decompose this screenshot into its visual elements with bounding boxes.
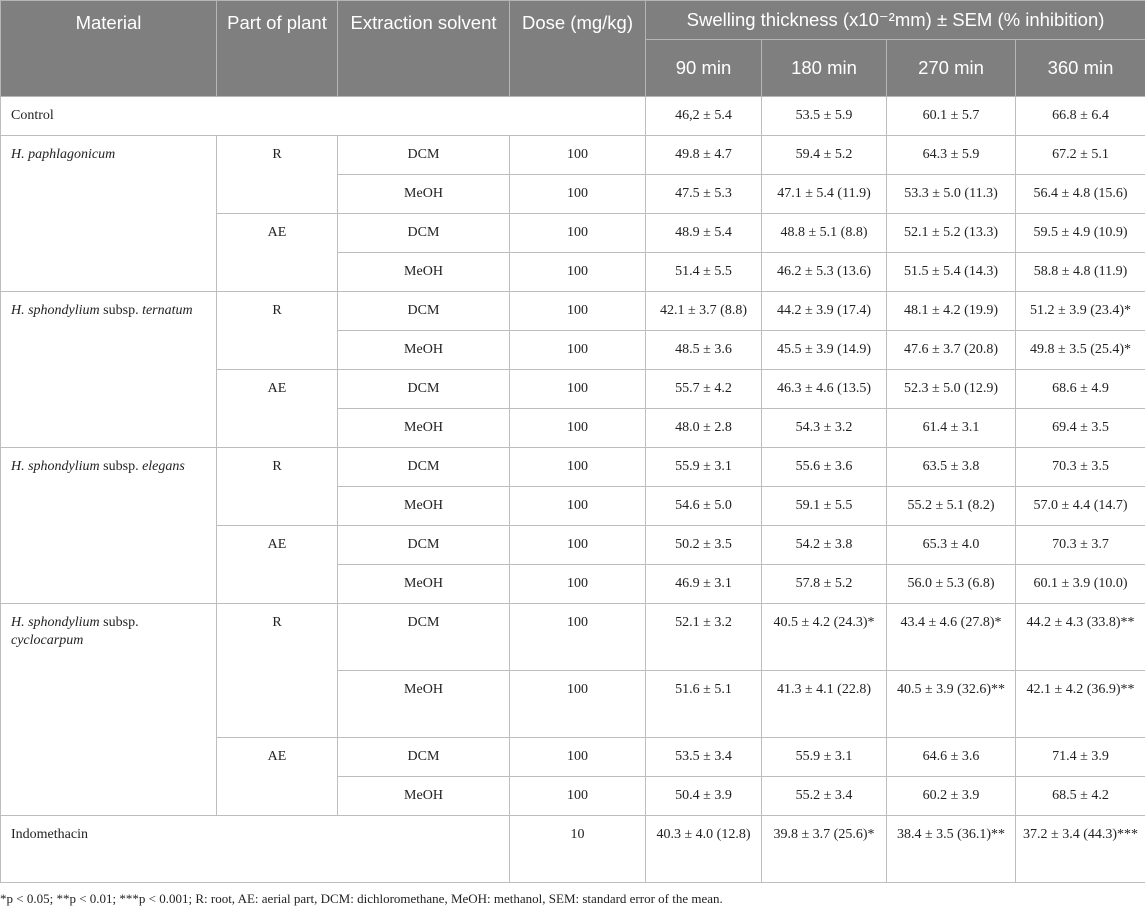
value-cell: 59.4 ± 5.2 bbox=[762, 136, 887, 175]
value-cell: 44.2 ± 4.3 (33.8)** bbox=[1016, 604, 1145, 671]
value-cell: 48.5 ± 3.6 bbox=[646, 331, 762, 370]
value-cell: 51.5 ± 5.4 (14.3) bbox=[887, 253, 1016, 292]
value-cell: 40.5 ± 4.2 (24.3)* bbox=[762, 604, 887, 671]
indomethacin-body bbox=[1, 816, 1145, 883]
value-cell: 60.1 ± 3.9 (10.0) bbox=[1016, 565, 1145, 604]
material-name-subspecies: ternatum bbox=[142, 303, 193, 318]
solvent-cell: DCM bbox=[338, 292, 510, 331]
solvent-cell: DCM bbox=[338, 214, 510, 253]
value-cell: 51.6 ± 5.1 bbox=[646, 671, 762, 738]
dose-cell: 100 bbox=[510, 331, 646, 370]
dose-cell: 100 bbox=[510, 370, 646, 409]
value-cell: 46.3 ± 4.6 (13.5) bbox=[762, 370, 887, 409]
value-cell: 55.2 ± 3.4 bbox=[762, 777, 887, 816]
dose-cell: 100 bbox=[510, 253, 646, 292]
part-of-plant-cell: R bbox=[217, 604, 338, 738]
control-label: Control bbox=[1, 97, 646, 136]
value-cell: 65.3 ± 4.0 bbox=[887, 526, 1016, 565]
material-cell bbox=[1, 448, 217, 604]
value-cell: 48.0 ± 2.8 bbox=[646, 409, 762, 448]
value-cell: 55.9 ± 3.1 bbox=[646, 448, 762, 487]
table-body bbox=[1, 97, 1145, 816]
value-cell: 43.4 ± 4.6 (27.8)* bbox=[887, 604, 1016, 671]
solvent-cell: MeOH bbox=[338, 565, 510, 604]
control-row bbox=[1, 97, 1145, 136]
dose-cell: 100 bbox=[510, 604, 646, 671]
solvent-cell: MeOH bbox=[338, 253, 510, 292]
value-cell: 70.3 ± 3.7 bbox=[1016, 526, 1145, 565]
solvent-cell: MeOH bbox=[338, 175, 510, 214]
value-cell: 49.8 ± 3.5 (25.4)* bbox=[1016, 331, 1145, 370]
value-cell: 52.1 ± 5.2 (13.3) bbox=[887, 214, 1016, 253]
solvent-cell: DCM bbox=[338, 448, 510, 487]
header-extraction-solvent: Extraction solvent bbox=[338, 1, 510, 97]
value-cell: 41.3 ± 4.1 (22.8) bbox=[762, 671, 887, 738]
value-cell: 54.2 ± 3.8 bbox=[762, 526, 887, 565]
header-material: Material bbox=[1, 1, 217, 97]
material-name-italic: H. sphondylium bbox=[11, 459, 100, 474]
value-cell: 47.5 ± 5.3 bbox=[646, 175, 762, 214]
solvent-cell: DCM bbox=[338, 738, 510, 777]
value-cell: 49.8 ± 4.7 bbox=[646, 136, 762, 175]
control-value-90: 46,2 ± 5.4 bbox=[646, 97, 762, 136]
header-swelling-thickness: Swelling thickness (x10⁻²mm) ± SEM (% inhibition) bbox=[646, 1, 1145, 40]
dose-cell: 100 bbox=[510, 448, 646, 487]
value-cell: 55.6 ± 3.6 bbox=[762, 448, 887, 487]
value-cell: 48.8 ± 5.1 (8.8) bbox=[762, 214, 887, 253]
value-cell: 58.8 ± 4.8 (11.9) bbox=[1016, 253, 1145, 292]
material-cell bbox=[1, 292, 217, 448]
dose-cell: 100 bbox=[510, 487, 646, 526]
dose-cell: 100 bbox=[510, 409, 646, 448]
value-cell: 61.4 ± 3.1 bbox=[887, 409, 1016, 448]
value-cell: 50.4 ± 3.9 bbox=[646, 777, 762, 816]
table-row bbox=[1, 604, 1145, 671]
part-of-plant-cell: AE bbox=[217, 738, 338, 816]
dose-cell: 100 bbox=[510, 738, 646, 777]
solvent-cell: MeOH bbox=[338, 777, 510, 816]
indomethacin-value-90: 40.3 ± 4.0 (12.8) bbox=[646, 816, 762, 883]
material-name-italic: H. sphondylium bbox=[11, 615, 100, 630]
table-header bbox=[1, 1, 1145, 97]
part-of-plant-cell: R bbox=[217, 448, 338, 526]
value-cell: 69.4 ± 3.5 bbox=[1016, 409, 1145, 448]
solvent-cell: DCM bbox=[338, 136, 510, 175]
value-cell: 40.5 ± 3.9 (32.6)** bbox=[887, 671, 1016, 738]
indomethacin-label: Indomethacin bbox=[1, 816, 510, 883]
value-cell: 42.1 ± 4.2 (36.9)** bbox=[1016, 671, 1145, 738]
value-cell: 42.1 ± 3.7 (8.8) bbox=[646, 292, 762, 331]
header-time-90: 90 min bbox=[646, 40, 762, 97]
value-cell: 56.4 ± 4.8 (15.6) bbox=[1016, 175, 1145, 214]
indomethacin-value-180: 39.8 ± 3.7 (25.6)* bbox=[762, 816, 887, 883]
table-row bbox=[1, 448, 1145, 487]
value-cell: 63.5 ± 3.8 bbox=[887, 448, 1016, 487]
indomethacin-dose: 10 bbox=[510, 816, 646, 883]
solvent-cell: DCM bbox=[338, 604, 510, 671]
value-cell: 51.2 ± 3.9 (23.4)* bbox=[1016, 292, 1145, 331]
solvent-cell: DCM bbox=[338, 370, 510, 409]
material-name-subspecies: cyclocarpum bbox=[11, 633, 83, 648]
table-footnote: *p < 0.05; **p < 0.01; ***p < 0.001; R: root, AE: aerial part, DCM: dichloromethane, MeOH: methanol, SEM: standard error of the mean. bbox=[0, 883, 1145, 907]
value-cell: 44.2 ± 3.9 (17.4) bbox=[762, 292, 887, 331]
indomethacin-row bbox=[1, 816, 1145, 883]
value-cell: 57.0 ± 4.4 (14.7) bbox=[1016, 487, 1145, 526]
material-cell bbox=[1, 604, 217, 816]
control-value-360: 66.8 ± 6.4 bbox=[1016, 97, 1145, 136]
value-cell: 55.7 ± 4.2 bbox=[646, 370, 762, 409]
part-of-plant-cell: AE bbox=[217, 370, 338, 448]
dose-cell: 100 bbox=[510, 175, 646, 214]
part-of-plant-cell: R bbox=[217, 136, 338, 214]
value-cell: 68.5 ± 4.2 bbox=[1016, 777, 1145, 816]
dose-cell: 100 bbox=[510, 292, 646, 331]
indomethacin-value-360: 37.2 ± 3.4 (44.3)*** bbox=[1016, 816, 1145, 883]
part-of-plant-cell: R bbox=[217, 292, 338, 370]
dose-cell: 100 bbox=[510, 526, 646, 565]
value-cell: 46.2 ± 5.3 (13.6) bbox=[762, 253, 887, 292]
value-cell: 70.3 ± 3.5 bbox=[1016, 448, 1145, 487]
value-cell: 64.6 ± 3.6 bbox=[887, 738, 1016, 777]
indomethacin-value-270: 38.4 ± 3.5 (36.1)** bbox=[887, 816, 1016, 883]
value-cell: 71.4 ± 3.9 bbox=[1016, 738, 1145, 777]
dose-cell: 100 bbox=[510, 777, 646, 816]
control-value-270: 60.1 ± 5.7 bbox=[887, 97, 1016, 136]
material-cell bbox=[1, 136, 217, 292]
header-time-180: 180 min bbox=[762, 40, 887, 97]
material-name-subspecies: elegans bbox=[142, 459, 185, 474]
material-name-plain: subsp. bbox=[100, 615, 139, 630]
value-cell: 64.3 ± 5.9 bbox=[887, 136, 1016, 175]
solvent-cell: MeOH bbox=[338, 331, 510, 370]
material-name-plain: subsp. bbox=[100, 459, 142, 474]
solvent-cell: MeOH bbox=[338, 671, 510, 738]
value-cell: 47.1 ± 5.4 (11.9) bbox=[762, 175, 887, 214]
solvent-cell: DCM bbox=[338, 526, 510, 565]
dose-cell: 100 bbox=[510, 565, 646, 604]
value-cell: 67.2 ± 5.1 bbox=[1016, 136, 1145, 175]
value-cell: 52.1 ± 3.2 bbox=[646, 604, 762, 671]
value-cell: 46.9 ± 3.1 bbox=[646, 565, 762, 604]
value-cell: 56.0 ± 5.3 (6.8) bbox=[887, 565, 1016, 604]
header-part-of-plant: Part of plant bbox=[217, 1, 338, 97]
value-cell: 54.6 ± 5.0 bbox=[646, 487, 762, 526]
dose-cell: 100 bbox=[510, 136, 646, 175]
dose-cell: 100 bbox=[510, 214, 646, 253]
value-cell: 55.2 ± 5.1 (8.2) bbox=[887, 487, 1016, 526]
table-row bbox=[1, 292, 1145, 331]
control-value-180: 53.5 ± 5.9 bbox=[762, 97, 887, 136]
part-of-plant-cell: AE bbox=[217, 526, 338, 604]
value-cell: 53.5 ± 3.4 bbox=[646, 738, 762, 777]
value-cell: 52.3 ± 5.0 (12.9) bbox=[887, 370, 1016, 409]
value-cell: 57.8 ± 5.2 bbox=[762, 565, 887, 604]
value-cell: 48.1 ± 4.2 (19.9) bbox=[887, 292, 1016, 331]
solvent-cell: MeOH bbox=[338, 409, 510, 448]
value-cell: 54.3 ± 3.2 bbox=[762, 409, 887, 448]
header-dose: Dose (mg/kg) bbox=[510, 1, 646, 97]
material-name-plain: subsp. bbox=[100, 303, 142, 318]
value-cell: 59.5 ± 4.9 (10.9) bbox=[1016, 214, 1145, 253]
material-name-italic: H. paphlagonicum bbox=[11, 147, 115, 162]
header-time-360: 360 min bbox=[1016, 40, 1145, 97]
value-cell: 48.9 ± 5.4 bbox=[646, 214, 762, 253]
value-cell: 50.2 ± 3.5 bbox=[646, 526, 762, 565]
dose-cell: 100 bbox=[510, 671, 646, 738]
solvent-cell: MeOH bbox=[338, 487, 510, 526]
value-cell: 45.5 ± 3.9 (14.9) bbox=[762, 331, 887, 370]
value-cell: 68.6 ± 4.9 bbox=[1016, 370, 1145, 409]
part-of-plant-cell: AE bbox=[217, 214, 338, 292]
table-row bbox=[1, 136, 1145, 175]
value-cell: 60.2 ± 3.9 bbox=[887, 777, 1016, 816]
value-cell: 47.6 ± 3.7 (20.8) bbox=[887, 331, 1016, 370]
material-name-italic: H. sphondylium bbox=[11, 303, 100, 318]
value-cell: 53.3 ± 5.0 (11.3) bbox=[887, 175, 1016, 214]
value-cell: 51.4 ± 5.5 bbox=[646, 253, 762, 292]
header-time-270: 270 min bbox=[887, 40, 1016, 97]
value-cell: 59.1 ± 5.5 bbox=[762, 487, 887, 526]
value-cell: 55.9 ± 3.1 bbox=[762, 738, 887, 777]
